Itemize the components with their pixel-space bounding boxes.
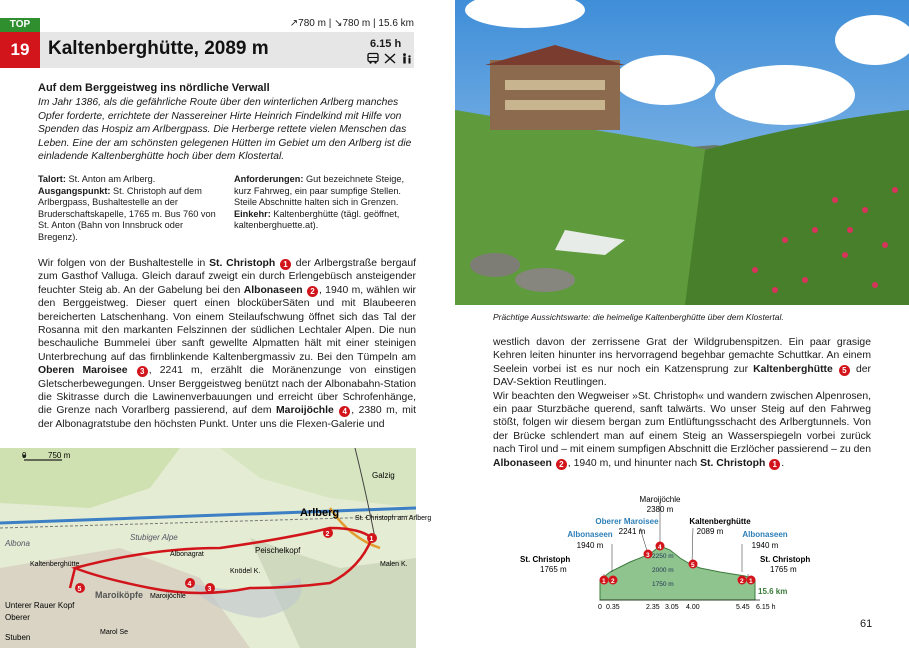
svg-text:5: 5 xyxy=(691,562,695,569)
profile-label-stc-l: St. Christoph xyxy=(520,555,571,564)
info-text: Kaltenberghütte (tägl. geöffnet, kaltenberghuette.at). xyxy=(234,208,400,231)
info-item xyxy=(234,209,414,232)
profile-label-stc-r: St. Christoph xyxy=(760,555,811,564)
map-label-knoedel: Knödel K. xyxy=(230,568,261,575)
svg-text:3: 3 xyxy=(646,552,650,559)
map-label-stchristoph: St. Christoph am Arlberg xyxy=(355,515,432,522)
info-label: Talort: xyxy=(38,174,66,184)
route-map xyxy=(0,448,432,648)
info-label: Anforderungen: xyxy=(234,174,304,184)
info-item xyxy=(38,186,218,244)
body-text-left: Wir folgen von der Bushaltestelle in St. Christoph 1 der Arlbergstraße bergauf zum Gasthof Valluga. Gleich darauf zweigt ein durch Erlengebüsch ansteigender feuchter Steig ab. An der Gabelung bei den Albonaseen 2 , 1940 m, wählen wir den Berggeistweg. Dieser quert einen blocküberSäten und mit Blaubeeren bereicherten Latschenhang. Von einem Steilaufschwung öffnet sich das Tal der Rosanna mit den markanten Felszinnen der südlichen Lechtaler Alpen. Die nun beschauliche Bummelei über sanft gewellte Alpmatten hält mit einer steinigen Unterbrechung auf das firnblinkende Kaltenbergmassiv zu. Bei den Tümpeln am Oberen Maroisee 3 , 2241 m, erzählt die Moränenzunge von einstigen Gletscherbewegungen. Unser Berggeistweg benützt nach der Albonabahn-Station die Skitrasse durch die Lawinenverbauungen und erreicht über Schrofenhänge, die Grenze nach Vorarlberg passierend, auf dem Maroijöchle 4 , 2380 m, mit der Albonagratstube den höchsten Punkt. Unter uns die Flexen-Galerie und xyxy=(38,258,417,430)
svg-text:4: 4 xyxy=(658,544,662,551)
elev-tick-1750: 1750 m xyxy=(652,581,674,588)
profile-km: 15.6 km xyxy=(758,587,788,596)
info-item xyxy=(234,174,414,209)
svg-text:1: 1 xyxy=(369,536,374,543)
svg-text:1: 1 xyxy=(749,578,753,585)
svg-text:5: 5 xyxy=(77,586,82,593)
marker-2: 2 xyxy=(556,459,567,470)
profile-label-albona-l: Albonaseen xyxy=(567,530,613,539)
time-tick-305: 3.05 xyxy=(665,604,679,611)
info-item xyxy=(38,174,218,186)
marker-5: 5 xyxy=(839,365,850,376)
svg-text:2: 2 xyxy=(740,578,744,585)
marker-2: 2 xyxy=(307,286,318,297)
tour-stats: ↗780 m | ↘780 m | 15.6 km xyxy=(289,18,414,29)
time-tick-035: 0.35 xyxy=(606,604,620,611)
marker-3: 3 xyxy=(137,366,148,377)
hut-photo xyxy=(455,0,909,305)
map-label-oberer: Oberer xyxy=(5,613,30,622)
svg-text:3: 3 xyxy=(207,586,212,593)
scale-750: 750 m xyxy=(48,451,71,460)
profile-label-stc-r-h: 1765 m xyxy=(770,565,797,574)
map-label-stubiger: Stubiger Alpe xyxy=(130,533,178,542)
svg-text:2: 2 xyxy=(325,531,330,538)
tour-number-badge: 19 xyxy=(0,32,40,68)
profile-label-oberer-h: 2241 m xyxy=(618,527,646,536)
map-label-maroikoepfe: Maroiköpfe xyxy=(95,590,144,600)
svg-text:4: 4 xyxy=(187,581,192,588)
info-text: Gut bezeichnete Steige, kurz Fahrweg, ein paar sumpfige Stellen. Steile Abschnitte halten sich in Grenzen. xyxy=(234,174,405,208)
map-label-stuben: Stuben xyxy=(5,633,31,642)
marker-4: 4 xyxy=(339,406,350,417)
map-label-peischelkopf: Peischelkopf xyxy=(255,546,301,555)
map-label-albonagrat: Albonagrat xyxy=(170,551,204,558)
info-label: Ausgangspunkt: xyxy=(38,185,111,196)
family-icon xyxy=(401,53,413,64)
photo-caption: Prächtige Aussichtswarte: die heimelige Kaltenberghütte über dem Klostertal. xyxy=(493,312,784,322)
map-label-maroise: Marol Se xyxy=(100,629,129,636)
marker-1: 1 xyxy=(769,459,780,470)
top-badge: TOP xyxy=(0,18,40,32)
time-tick-0: 0 xyxy=(598,604,602,611)
body-text-right: westlich davon der zerrissene Grat der Wildgrubenspitzen. Ein paar grasige Kehren leiten hinunter ins hervorragend begehbar gemachte Schuttkar. An einem Seelein vorbei ist es nur noch ein Katzensprung zur Kaltenberghütte 5 der DAV-Sektion Reutlingen. Wir beachten den Wegweiser »St. Christoph« und wandern zwischen Alpenrosen, ein paar Sturzbäche querend, sanft talwärts. Wo unser Steig auf den Fahrweg stößt, folgen wir diesem bergan zum Entlüftungsschacht des Arlbergtunnels. Von der Brücke schlendert man auf einem Steig an Wasserspiegeln vorbei zurück nach Tirol und – mit einem sumpfigen Abschnitt die Erzlöcher passierend – zu den Albonaseen 2 , 1940 m, und hinunter nach St. Christoph 1 . xyxy=(493,337,871,469)
map-label-kaltenberghuette: Kaltenberghütte xyxy=(30,561,80,568)
scale-zero: 0 xyxy=(22,451,27,460)
profile-label-maroi: Maroijöchle xyxy=(639,495,681,504)
svg-text:1: 1 xyxy=(602,578,606,585)
elevation-profile xyxy=(520,492,820,612)
map-label-arlberg: Arlberg xyxy=(300,507,340,519)
profile-label-stc-l-h: 1765 m xyxy=(540,565,567,574)
info-right xyxy=(234,174,414,232)
profile-label-oberer: Oberer Maroisee xyxy=(595,517,659,526)
elev-tick-2000: 2000 m xyxy=(652,567,674,574)
marker-1: 1 xyxy=(280,259,291,270)
profile-label-kalten-h: 2089 m xyxy=(696,527,724,536)
info-label: Einkehr: xyxy=(234,208,271,219)
tour-title: Kaltenberghütte, 2089 m xyxy=(48,38,269,59)
tour-icons xyxy=(367,53,413,67)
map-label-galzig: Galzig xyxy=(372,471,395,480)
intro-paragraph: Im Jahr 1386, als die gefährliche Route über den winterlichen Arlberg manches Opfer forderte, errichtete der Nassereiner Hirte Heinrich Findelkind mit Hilfe von Spenden das Hospiz am Arlbergpass. Die Herberge rettete vielen Menschen das Leben. Eine der am schönsten gelegenen Hütten im Gebiet um den Arlberg ist die einladende Kaltenberghütte hoch über dem Klostertal. xyxy=(38,97,412,163)
profile-label-albona-l-h: 1940 m xyxy=(576,541,604,550)
svg-text:2: 2 xyxy=(611,578,615,585)
map-label-maroijoechle: Maroijöchle xyxy=(150,593,186,600)
profile-label-maroi-h: 2380 m xyxy=(646,505,674,514)
map-label-albona: Albona xyxy=(5,539,30,548)
section-heading: Auf dem Berggeistweg ins nördliche Verwall xyxy=(38,82,270,94)
time-tick-545: 5.45 xyxy=(736,604,750,611)
tour-duration: 6.15 h xyxy=(370,38,402,50)
info-text: St. Christoph auf dem Arlbergpass, Bushaltestelle an der Bruderschaftskapelle, 1765 m. Bus 760 von St. Anton (Bahn von Innsbruck oder Bregenz). xyxy=(38,185,216,242)
info-text: St. Anton am Arlberg. xyxy=(65,174,156,184)
profile-label-albona-r: Albonaseen xyxy=(742,530,788,539)
bus-icon xyxy=(367,53,379,64)
profile-label-albona-r-h: 1940 m xyxy=(751,541,779,550)
profile-label-kalten: Kaltenberghütte xyxy=(689,517,751,526)
page-number: 61 xyxy=(860,618,873,630)
elev-tick-2250: 2250 m xyxy=(652,553,674,560)
time-tick-400: 4.00 xyxy=(686,604,700,611)
time-tick-235: 2.35 xyxy=(646,604,660,611)
map-label-unterer: Unterer Rauer Kopf xyxy=(5,601,75,610)
hiking-icon xyxy=(384,53,396,64)
map-label-malen: Malen K. xyxy=(380,561,408,568)
time-tick-615: 6.15 h xyxy=(756,604,776,611)
info-left xyxy=(38,174,218,244)
